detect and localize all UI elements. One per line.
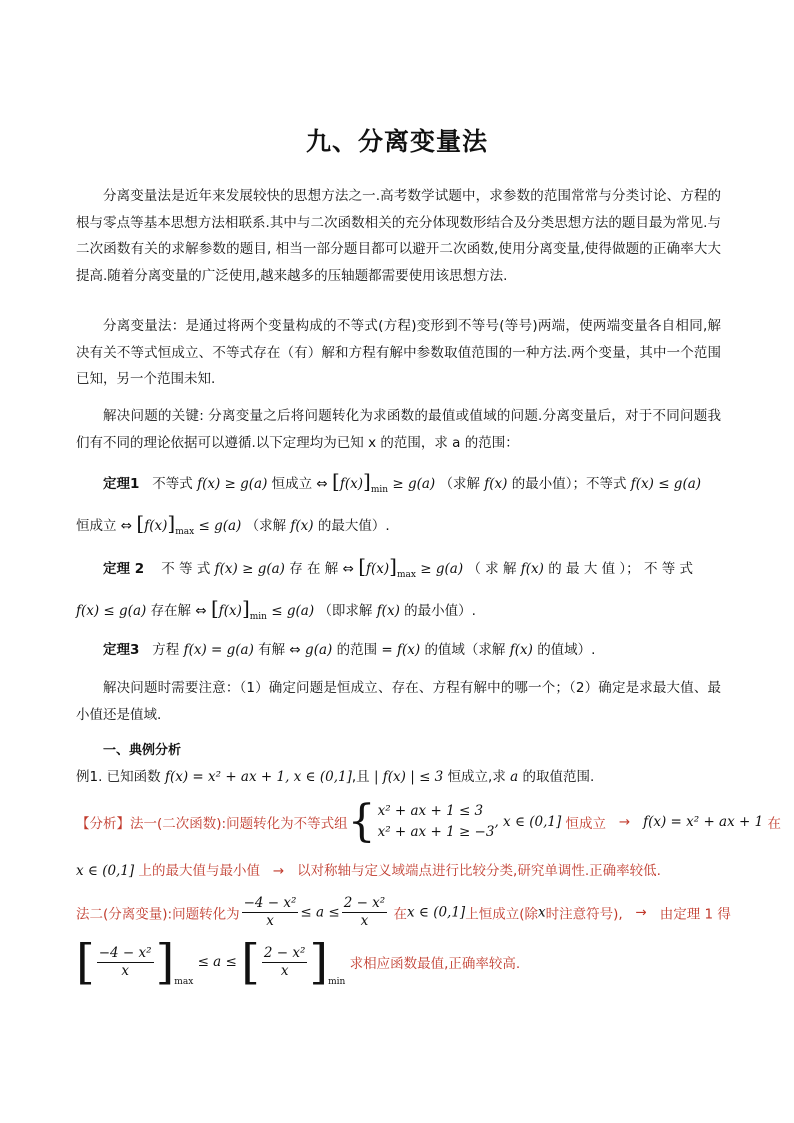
definition-paragraph: 分离变量法：是通过将两个变量构成的不等式(方程)变形到不等号(等号)两端，使两端变量各自相同,解决有关不等式恒成立、不等式存在（有）解和方程有解中参数取值范围的一种方法.两个变量，其中一个范围已知，另一个范围未知. <box>76 318 721 387</box>
section-heading: 一、典例分析 <box>103 743 182 758</box>
fraction-lower-bound: $\frac{\text{−4 − x²}}{x}$ <box>243 895 297 929</box>
arrow-1: → <box>618 814 631 830</box>
inequality-system: x² + ax + 1 ≤ 3 x² + ax + 1 ≥ −3 <box>377 803 495 840</box>
analysis-method-2-line-2: [ $\frac{\text{−4 − x²}}{x}$ ]$_{max} \le a$ ≤ [ $\frac{\text{2 − x²}}{x}$ ]$_{min}$ 求相应函数最值,正确率较高. <box>76 934 521 990</box>
intro-paragraph: 分离变量法是近年来发展较快的思想方法之一.高考数学试题中，求参数的范围常常与分类讨论、方程的根与零点等基本思想方法相联系.其中与二次函数相关的充分体现数形结合及分类思想方法的题目最为常见.与二次函数有关的求解参数的题目, 相当一部分题目都可以避开二次函数,使用分离变量,使得做题的正确率大大提高.随着分离变量的广泛使用,越来越多的压轴题都需要使用该思想方法. <box>76 188 721 284</box>
arrow-2: → <box>272 863 285 879</box>
theorem-1-label: 定理1 <box>103 476 140 492</box>
analysis-tag: 【分析】 <box>76 816 130 832</box>
fraction-upper-bound: $\frac{\text{2 − x²}}{x}$ <box>343 895 386 929</box>
theorem-3-line: 定理3 方程 f(x) = g(a) 有解 ⇔ g(a) 的范围 = f(x) 的值域（求解 f(x) 的值域）. <box>103 642 596 658</box>
arrow-3: → <box>635 904 647 921</box>
theorem-1-line-2: 恒成立 ⇔ $[f(x)]_{max} \le g(a)$ （求解 f(x) 的最大值）. <box>76 511 390 537</box>
note-paragraph: 解决问题时需要注意：（1）确定问题是恒成立、存在、方程有解中的哪一个；（2）确定是求最大值、最小值还是值域. <box>76 680 721 723</box>
key-paragraph: 解决问题的关键: 分离变量之后将问题转化为求函数的最值或值域的问题.分离变量后，对于不同问题我们有不同的理论依据可以遵循.以下定理均为已知 x 的范围，求 a 的范围： <box>76 408 721 451</box>
theorem-2-label: 定理 2 <box>103 561 145 577</box>
theorem-1-line-1: 定理1 不等式 f(x) ≥ g(a) 恒成立 ⇔ $[f(x)]_{min} \ge g(a)$ （求解 f(x) 的最小值）；不等式 f(x) ≤ g(a) <box>103 469 702 495</box>
theorem-3-label: 定理3 <box>103 642 140 658</box>
theorem-2-line-1: 定理 2 不 等 式 f(x) ≥ g(a) 存 在 解 ⇔ $[f(x)]_{max} \ge g(a)$ （ 求 解 f(x) 的 最 大 值 ）； 不 等 式 <box>103 554 694 580</box>
analysis-method-2-line-1: 法二(分离变量):问题转化为 $\frac{\text{−4 − x²}}{x}$ ≤ a ≤ $\frac{\text{2 − x²}}{x}$ 在x ∈ (0,1]上恒成立(除x时注意符号), → 由定理 1 得 <box>76 895 731 929</box>
example-1: 例1. 已知函数 f(x) = x² + ax + 1, x ∈ (0,1],且 | f(x) | ≤ 3 恒成立,求 a 的取值范围. <box>76 769 595 785</box>
theorem-2-line-2: f(x) ≤ g(a) 存在解 ⇔ $[f(x)]_{min} \le g(a)$ （即求解 f(x) 的最小值）. <box>76 596 476 622</box>
analysis-method-1-line-2: x ∈ (0,1] 上的最大值与最小值 → 以对称轴与定义域端点进行比较分类,研究单调性.正确率较低. <box>76 863 661 879</box>
analysis-method-1-line-1: 【分析】法一(二次函数):问题转化为不等式组{ x² + ax + 1 ≤ 3 x² + ax + 1 ≥ −3 , x ∈ (0,1] 恒成立 → f(x) = x² + ax + 1 在 <box>76 796 781 847</box>
page-title: 九、分离变量法 <box>305 127 488 156</box>
